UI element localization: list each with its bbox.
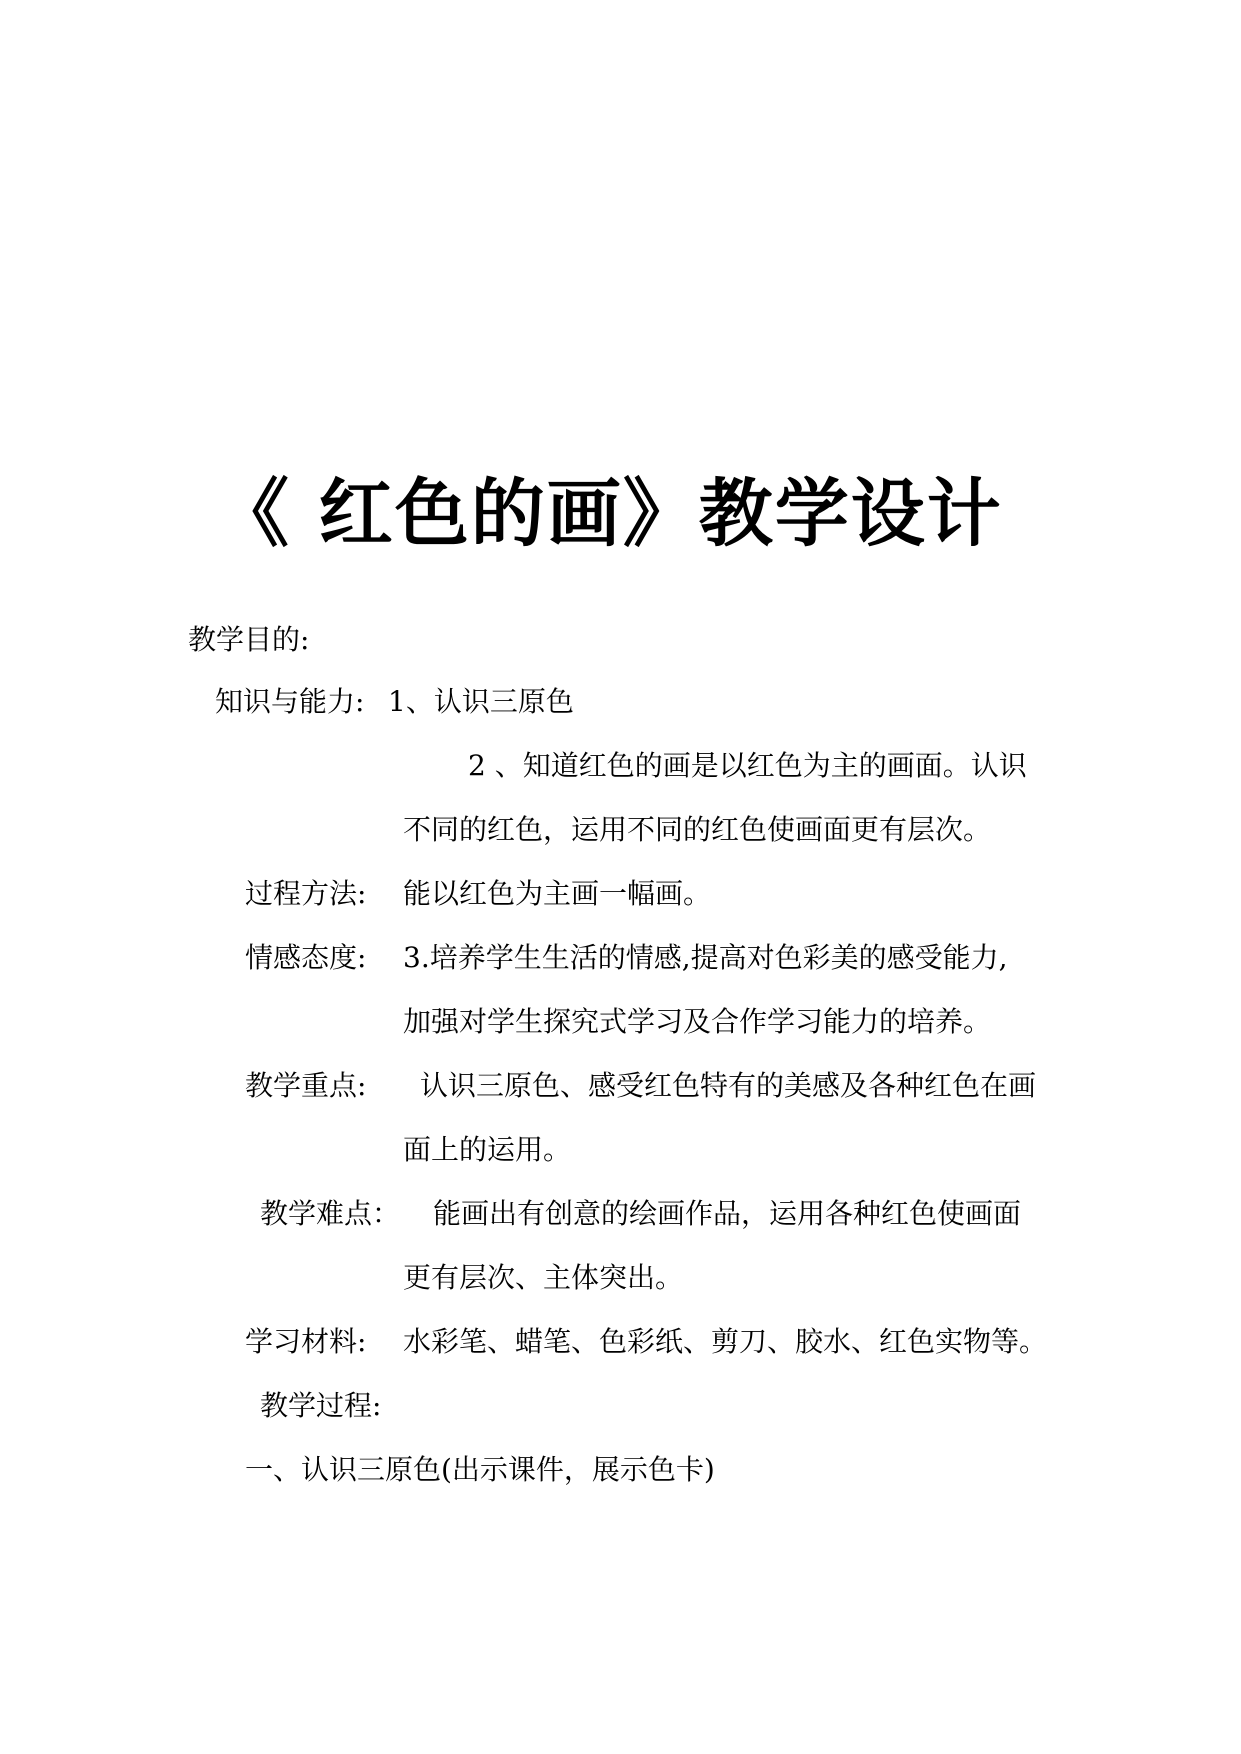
document-title: 《 红色的画》教学设计 <box>215 471 1003 557</box>
knowledge-item-2-line-2: 不同的红色，运用不同的红色使画面更有层次。 <box>403 813 992 846</box>
materials-text: 水彩笔、蜡笔、色彩纸、剪刀、胶水、红色实物等。 <box>403 1325 1048 1358</box>
key-point-label: 教学重点: <box>245 1069 367 1102</box>
materials-label: 学习材料: <box>245 1325 367 1358</box>
difficult-point-text-line-1: 能画出有创意的绘画作品，运用各种红色使画面 <box>433 1197 1022 1230</box>
emotion-label: 情感态度: <box>245 941 367 974</box>
key-point-text-line-2: 面上的运用。 <box>403 1133 572 1166</box>
teaching-process-heading: 教学过程: <box>260 1389 382 1422</box>
knowledge-label: 知识与能力: <box>215 685 365 718</box>
emotion-text-line-1: 3.培养学生生活的情感,提高对色彩美的感受能力, <box>403 941 1008 974</box>
step-1-heading: 一、认识三原色(出示课件，展示色卡) <box>245 1453 715 1486</box>
knowledge-item-1: 1、认识三原色 <box>388 685 574 718</box>
knowledge-item-2-line-1: 2 、知道红色的画是以红色为主的画面。认识 <box>468 749 1027 782</box>
key-point-text-line-1: 认识三原色、感受红色特有的美感及各种红色在画 <box>420 1069 1037 1102</box>
emotion-text-line-2: 加强对学生探究式学习及合作学习能力的培养。 <box>403 1005 992 1038</box>
process-text: 能以红色为主画一幅画。 <box>403 877 712 910</box>
difficult-point-text-line-2: 更有层次、主体突出。 <box>403 1261 684 1294</box>
difficult-point-label: 教学难点： <box>260 1197 401 1230</box>
process-label: 过程方法: <box>245 877 367 910</box>
section-goal-heading: 教学目的: <box>188 623 310 656</box>
